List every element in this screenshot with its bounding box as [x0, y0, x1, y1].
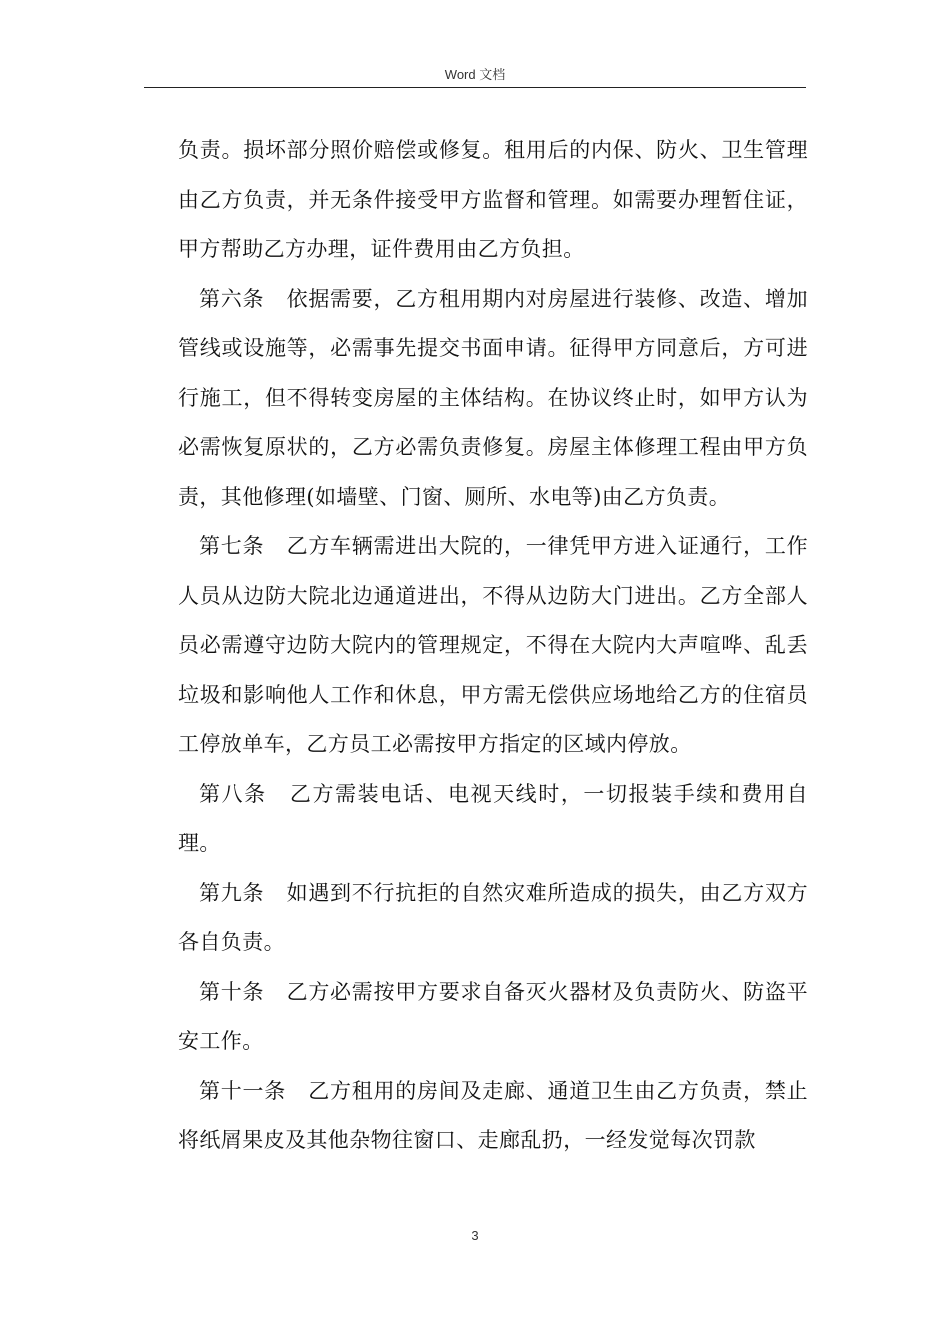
article-11-paragraph [178, 1067, 808, 1166]
article-number: 第六条 [199, 286, 265, 311]
article-7-paragraph [178, 522, 808, 770]
paragraph-text: 依据需要，乙方租用期内对房屋进行装修、改造、增加管线或设施等，必需事先提交书面申请。征得甲方同意后，方可进行施工，但不得转变房屋的主体结构。在协议终止时，如甲方认为必需恢复原状的，乙方必需负责修复。房屋主体修理工程由甲方负责，其他修理(如墙壁、门窗、厕所、水电等)由乙方负责。 [178, 286, 808, 509]
paragraph-continuation [178, 126, 808, 275]
article-number: 第七条 [199, 534, 265, 558]
header-divider [144, 87, 806, 88]
paragraph-text: 乙方租用的房间及走廊、通道卫生由乙方负责，禁止将纸屑果皮及其他杂物往窗口、走廊乱扔，一经发觉每次罚款 [178, 1078, 808, 1152]
article-10-paragraph [178, 968, 808, 1067]
paragraph-text: 负责。损坏部分照价赔偿或修复。租用后的内保、防火、卫生管理由乙方负责，并无条件接受甲方监督和管理。如需要办理暂住证，甲方帮助乙方办理，证件费用由乙方负担。 [178, 138, 808, 261]
paragraph-text: 乙方需装电话、电视天线时，一切报装手续和费用自理。 [178, 781, 808, 855]
page-header: Word 文档 [444, 67, 506, 82]
article-6-paragraph [178, 275, 808, 523]
paragraph-text: 乙方车辆需进出大院的，一律凭甲方进入证通行，工作人员从边防大院北边通道进出，不得从边防大门进出。乙方全部人员必需遵守边防大院内的管理规定，不得在大院内大声喧哗、乱丢垃圾和影响他人工作和休息，甲方需无偿供应场地给乙方的住宿员工停放单车，乙方员工必需按甲方指定的区域内停放。 [178, 534, 808, 756]
article-8-paragraph [178, 770, 808, 869]
article-9-paragraph [178, 869, 808, 968]
article-number: 第十一条 [199, 1078, 286, 1103]
paragraph-text: 乙方必需按甲方要求自备灭火器材及负责防火、防盗平安工作。 [178, 979, 808, 1053]
document-body [178, 126, 808, 1166]
page-number: 3 [471, 1228, 479, 1243]
article-number: 第九条 [199, 880, 265, 905]
article-number: 第十条 [199, 979, 265, 1004]
paragraph-text: 如遇到不行抗拒的自然灾难所造成的损失，由乙方双方各自负责。 [178, 880, 808, 954]
article-number: 第八条 [199, 781, 267, 806]
